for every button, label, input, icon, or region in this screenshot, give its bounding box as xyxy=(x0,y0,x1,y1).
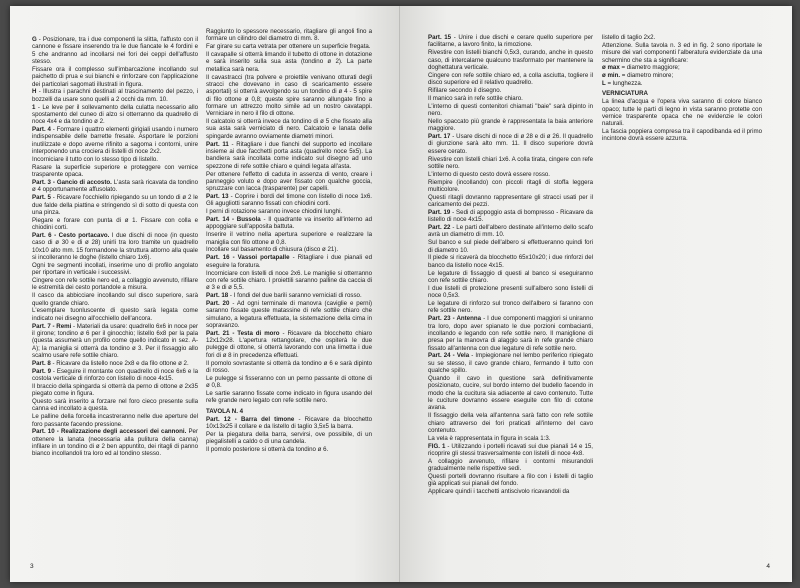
paragraph-text: Il braccio della spingarda si otterrà da perno di ottone ø 2x35 piegato come in figura. xyxy=(32,382,198,398)
paragraph xyxy=(32,262,198,277)
page-number-left: 3 xyxy=(30,563,34,570)
paragraph-text: Il casco da abbicciare incollando sul disco superiore, sarà quello grande chiaro. xyxy=(32,292,198,307)
paragraph xyxy=(32,36,198,65)
paragraph xyxy=(206,270,372,292)
paragraph xyxy=(206,390,372,405)
paragraph-label: Part. 23 - Antenna xyxy=(428,315,482,323)
paragraph-text: - Ritagliare i due fianchi del supporto ed incollare insieme ai due facchetti porta asta (quadrello noce 5x5). La bandiera sarà incollata come indicato sul disegno ad uno spezzone di refe sottile chiaro e quindi legata all'asta. xyxy=(206,140,372,170)
paragraph-text: Le palline della forcella incastreranno nelle due aperture del foro passante facendo pressione. xyxy=(32,413,198,428)
paragraph xyxy=(602,128,762,143)
paragraph xyxy=(32,104,198,126)
paragraph-text: La fascia poppiera compresa tra il capodibanda ed il primo incintone dovrà essere azzurra. xyxy=(602,128,762,143)
paragraph-text: L'esemplare tuonluscente di questo sarà legata come indicato nei disegno all'occhiello dell'ancora. xyxy=(32,307,198,322)
paragraph xyxy=(428,488,593,495)
paragraph-text: - Illustra i parachni destinati al trascinamento del pezzo, i bozzelli da usare sono quelli a 2 occhi da mm. 10. xyxy=(32,88,198,103)
paragraph-label: Part. 19 xyxy=(428,208,451,216)
paragraph xyxy=(32,398,198,413)
paragraph-text: Incorniciare il tutto con lo stesso tipo di listello. xyxy=(32,156,158,163)
paragraph-text: - Eseguire il montante con quadrello di noce 6x6 e la costola verticale di rinforzo con listello di noce 4x15. xyxy=(32,367,198,382)
left-page-column-2 xyxy=(206,28,372,454)
paragraph-text: - Ricavare da blocchetto chiaro 12x12x28. L'apertura rettangolare, che ospiterà le due pulegge di ottone, si otterrà lavorando con una limetta i due fori di ø 8 in precedenza effettuati. xyxy=(206,329,372,359)
paragraph xyxy=(32,383,198,398)
section-heading xyxy=(206,408,372,415)
paragraph-text: Rivestire con listelli chiari 1x6. A colla tirata, cingere con refe sottile nero. xyxy=(428,155,593,170)
paragraph-text: Il piede si ricaverà da blocchetto 65x10x20; i due rinforzi del banco da listello noce 4x15. xyxy=(428,254,593,269)
paragraph-text: Questi ritagli dovranno rappresentare gli stracci usati per il caricamento dei pezzi. xyxy=(428,193,593,209)
paragraph-label: Part. 20 xyxy=(206,299,230,307)
paragraph-text: L'asta sarà ricavata da tondino ø 4 opportunamente affusolato. xyxy=(32,179,198,194)
paragraph xyxy=(206,118,372,140)
paragraph-label: H xyxy=(32,88,37,96)
paragraph-text: Piegare e forare con punta di ø 1. Fissare con colla e chiodini corti. xyxy=(32,216,198,232)
paragraph-text: - Le leve per il sollevamento della culatta necessario allo spostamento del cuneo di alzo si otterranno da quadrello di noce 4x4 e da tondino ø 2. xyxy=(32,103,198,126)
paragraph-label: Part. 5 xyxy=(32,194,51,202)
booklet-spread xyxy=(10,6,792,582)
paragraph-text: Ogni tre segmenti incollati, inserirne uno di profilo angolato per riportare in verticale i successivi. xyxy=(32,261,198,277)
paragraph xyxy=(32,164,198,179)
paragraph-text: L'interno di questo cesto dovrà essere rosso. xyxy=(428,170,551,178)
paragraph xyxy=(206,193,372,208)
paragraph-label: Part. 3 - Gancio di accosto. xyxy=(32,179,112,187)
paragraph-text: La linea d'acqua e l'opera viva saranno di colore bianco opaco; tutte le parti di legno in vista saranno protette con vernice trasparente opaca che ne evidenzie le colori naturali. xyxy=(602,98,762,128)
paragraph xyxy=(428,300,593,315)
paragraph xyxy=(602,34,762,41)
paragraph xyxy=(602,42,762,64)
page-number-right: 4 xyxy=(766,563,770,570)
paragraph-text: - Usare dischi di noce di ø 28 e di ø 26. Il quadrello di giunzione sarà alto mm. 11. Il disco superiore dovrà essere cerato. xyxy=(428,132,593,155)
paragraph-text: - Ad ogni terminale di manovra (caviglie e perni) saranno fissate queste matassine di refe sottile chiaro che simulano, a legatura effettuata, la sistemazione della cima in sopravanzo. xyxy=(206,299,372,329)
paragraph xyxy=(206,246,372,253)
paragraph-text: - Impiegionare nel lembo periferico ripiegato su se stesso, il cavo grande chiaro, fermando il tutto con qualche spillo. xyxy=(428,352,593,375)
paragraph-label: Part. 10 - Realizzazione degli accessori dei cannoni. xyxy=(32,428,187,436)
paragraph xyxy=(32,368,198,383)
paragraph xyxy=(428,473,593,488)
paragraph-label: Part. 6 - Cesto portacavo. xyxy=(32,231,110,239)
paragraph-text: Inserire il vetrino nella apertura superiore e realizzare la maniglia con filo ottone ø 0,8. xyxy=(206,231,372,246)
paragraph-text: Il fissaggio della vela all'antenna sarà fatto con refe sottile chiaro attraverso dei fori praticati all'interno del cavo contenuto. xyxy=(428,412,593,434)
paragraph xyxy=(428,435,593,442)
left-page-column-1 xyxy=(32,36,198,458)
paragraph xyxy=(206,446,372,453)
paragraph-label: Part. 22 xyxy=(428,224,451,232)
paragraph xyxy=(206,431,372,446)
paragraph-text: - Utilizzando i portelli ricavati sui due pianali 14 e 15, ricoprire gli stessi trasversalmente con listelli di noce 4x8. xyxy=(428,442,593,457)
paragraph xyxy=(428,254,593,269)
paragraph-text: - Ritagliare i due pianali ed eseguire la foratura. xyxy=(206,254,372,269)
paragraph xyxy=(206,28,372,43)
paragraph xyxy=(428,179,593,194)
paragraph-text: Il cavastracci (tra polvere e proiettile venivano otturati degli stracci che dovevano in caso di scaricamento essere asportati) si otterrà avvolgendo su un tondino di ø 4 - 5 spire di filo ottone ø 0,8; queste spire saranno allungate fino a formare un attrezzo molto simile ad un nostro cavatappi. Verniciare in nero il filo di ottone. xyxy=(206,73,372,118)
paragraph xyxy=(428,412,593,434)
paragraph-text: - Formare i quattro elementi girigiali usando i numero indispensabile delle barrette fresate. Asportare le porzioni inutilizzate e dopo averne rifinito a sagoma i contorni, unire interponendo una crociera di listelli di noce 2x2. xyxy=(32,126,198,156)
paragraph-label: Part. 24 - Vela xyxy=(428,352,470,360)
paragraph-text: Fissare ora il complesso sull'imbarcazione incollando sul paichetto di prua e sui bianchi e rinforzare con l'applicazione dei particolari sagomati illustrati in figura. xyxy=(32,65,198,88)
paragraph-text: Le legature di fissaggio di questi al banco si eseguiranno con refe sottile chiaro. xyxy=(428,269,593,284)
paragraph-text: Nello spaccato più grande è rappresentata la baia anteriore maggiore. xyxy=(428,117,593,133)
paragraph-text: - Unire i due dischi e cerare quello superiore per facilitarne, a lavoro finito, la rimozione. xyxy=(428,34,593,49)
paragraph-text: Incorniciare con listelli di noce 2x6. Le maniglie si otterranno con refe sottile chiaro. I proiettili saranno palline da caccia di ø 3 e di ø 5,5. xyxy=(206,269,372,292)
paragraph-label: Part. 21 - Testa di moro xyxy=(206,329,280,337)
paragraph xyxy=(206,51,372,73)
paragraph xyxy=(428,352,593,374)
paragraph xyxy=(428,87,593,94)
paragraph-label: Part. 7 - Remi xyxy=(32,322,72,330)
paragraph xyxy=(428,72,593,87)
paragraph xyxy=(206,375,372,390)
paragraph xyxy=(32,232,198,261)
section-heading xyxy=(602,90,762,97)
paragraph-text: Il calcatoio si otterrà invece da tondino di ø 5 che fissato alla sua asta sarà verniciato di nero. Calcatoio e lanata delle spingarde avranno ovviamente diametri minori. xyxy=(206,118,372,140)
paragraph-label: Part. 8 xyxy=(32,359,51,367)
paragraph xyxy=(428,194,593,209)
paragraph-text: Incollare sul basamento di chiusura (disco ø 21). xyxy=(206,246,339,254)
paragraph-text: Applicare quindi i tacchetti antiscivolo ricavandoli da xyxy=(428,488,570,496)
right-page xyxy=(400,6,792,582)
paragraph xyxy=(206,416,372,431)
paragraph-label: G xyxy=(32,36,37,43)
paragraph-text: Attenzione. Sulla tavola n. 3 ed in fig. 2 sono riportate le misure dei vari componenti l'alberatura evidenziate da una schermino che sta a significare: xyxy=(602,41,762,64)
paragraph xyxy=(428,95,593,102)
paragraph-text: Questo sarà inserito a forzare nel foro cieco presente sulla canna ed incollato a questa. xyxy=(32,398,198,413)
paragraph xyxy=(32,292,198,307)
paragraph xyxy=(206,141,372,170)
paragraph xyxy=(428,49,593,71)
paragraph xyxy=(602,72,762,79)
paragraph-label: ø max xyxy=(602,64,620,72)
paragraph-label: L xyxy=(602,80,606,88)
paragraph xyxy=(206,171,372,193)
paragraph-label: Part. 4 xyxy=(32,126,51,134)
paragraph-text: Per la piegatura della barra, servirsi, ove possibile, di un piegalistelli a caldo o di una candela. xyxy=(206,430,372,446)
paragraph xyxy=(602,64,762,71)
paragraph-text: Rifilare secondo il disegno. xyxy=(428,86,502,94)
paragraph-text: - Il quadrante va inserito all'interno ad appoggiare sull'apposita battuta. xyxy=(206,216,372,231)
paragraph xyxy=(428,34,593,49)
paragraph xyxy=(428,133,593,155)
paragraph xyxy=(428,118,593,133)
paragraph-text: Rasare la superficie superiore e proteggere con vernice trasparente opaca. xyxy=(32,163,198,179)
paragraph-label: TAVOLA N. 4 xyxy=(206,407,244,415)
paragraph xyxy=(428,224,593,239)
paragraph-text: Sul banco e sul piede dell'albero si effettueranno quindi fori di diametro 10. xyxy=(428,239,593,254)
paragraph xyxy=(32,194,198,216)
paragraph-label: Part. 17 xyxy=(428,132,451,140)
paragraph xyxy=(32,360,198,367)
paragraph xyxy=(602,98,762,127)
paragraph-text: Le sartie saranno fissate come indicato in figura usando del refe grande nero legato con refe sottile nero. xyxy=(206,390,372,405)
paragraph-text: Le pulegge si fisseranno con un perno passante di ottone di ø 0,8. xyxy=(206,374,372,390)
paragraph-text: = lunghezza. xyxy=(605,80,643,88)
paragraph-text: La vela è rappresentata in figura in scala 1:3. xyxy=(428,434,551,442)
paragraph-label: Part. 14 - Bussola xyxy=(206,216,261,224)
paragraph-text: Riempire (incollando) con piccoli ritagli di stoffa leggera multicolore. xyxy=(428,178,593,193)
paragraph xyxy=(428,315,593,352)
paragraph xyxy=(428,285,593,300)
paragraph xyxy=(428,103,593,118)
paragraph-label: Part. 15 xyxy=(428,34,452,41)
paragraph-label: FIG. 1 xyxy=(428,442,446,450)
paragraph xyxy=(428,171,593,178)
paragraph xyxy=(32,217,198,232)
right-page-column-1 xyxy=(428,34,593,496)
paragraph-text: I perni di rotazione saranno invece chiodini lunghi. xyxy=(206,208,343,216)
paragraph xyxy=(206,330,372,359)
paragraph xyxy=(206,300,372,329)
paragraph-text: - Coprire i bordi del timone con listello di noce 1x6. Gli agugliotti saranno fissati con chiodini corti. xyxy=(206,193,372,208)
paragraph-label: ø min. xyxy=(602,72,621,80)
paragraph-text: Cingere con refe sottile nero ed, a collaggio avvenuto, rifilare le estremità dei cesto portandole a misura. xyxy=(32,277,198,292)
paragraph xyxy=(206,360,372,375)
paragraph-text: Per ottenere la lanata (necessaria alla pulitura della canna) infilare in un tondino di ø 2 ben appuntito, dei ritagli di panno bianco incollandoli tra loro ed al tondino stesso. xyxy=(32,428,199,458)
paragraph-text: Far girare su carta vetrata per ottenere un superficie fregata. xyxy=(206,43,371,51)
paragraph-text: I due listelli di protezione presenti sull'albero sono listelli di noce 0,5x3. xyxy=(428,284,593,300)
paragraph xyxy=(206,292,372,299)
paragraph-text: - Le parti dell'albero destinate all'interno dello scafo avrà un diametro di mm. 10. xyxy=(428,224,593,239)
paragraph-text: - I due componenti maggiori si uniranno tra loro, dopo aver spianato le due porzioni combacianti, incollando e legando con refe sottile nero. Il maniglione di presa per la manovra di alaggio sarà in refe grande chiaro fissato all'antenna con due legature di refe sottile nero. xyxy=(428,315,593,352)
paragraph-text: - Sedi di appoggio asta di bompresso - Ricavare da listello di noce 4x15. xyxy=(428,208,593,224)
paragraph-text: Raggiunto lo spessore necessario, ritagliare gli angoli fino a formare un cilindro del diametro di mm. 8. xyxy=(206,28,372,43)
paragraph xyxy=(206,74,372,118)
paragraph xyxy=(32,126,198,155)
paragraph-text: A collaggio avvenuto, rifilare i contorni misurandoli gradualmente nelle rispettive sedi. xyxy=(428,457,593,473)
paragraph xyxy=(32,277,198,292)
paragraph-label: Part. 12 - Barra del timone xyxy=(206,415,295,423)
paragraph-label: Part. 13 xyxy=(206,193,229,201)
paragraph-text: = diametro maggiore; xyxy=(619,64,680,72)
paragraph-text: - Posizionare, tra i due componenti la slitta, l'affusto con il cannone e fissare inserendo tra le due fiancate le 4 fordini e 5 che andranno ad incollarsi nei fori dei ceppi dell'affusto stesso. xyxy=(32,36,198,66)
paragraph xyxy=(206,43,372,50)
paragraph xyxy=(428,239,593,254)
paragraph-label: Part. 16 - Vassoi portapalle xyxy=(206,254,290,262)
paragraph xyxy=(428,458,593,473)
paragraph-text: Il pomolo posteriore si otterrà da tondino ø 6. xyxy=(206,445,329,453)
paragraph xyxy=(32,156,198,163)
paragraph-label: Part. 9 xyxy=(32,367,51,375)
paragraph-label: Part. 11 xyxy=(206,140,229,148)
paragraph xyxy=(602,80,762,87)
paragraph xyxy=(428,443,593,458)
paragraph xyxy=(428,156,593,171)
right-page-column-2 xyxy=(602,34,762,143)
paragraph-text: Per ottenere l'effetto di caduta in assenza di vento, creare i panneggio voluto e dopo aver fissato con qualche goccia, spruzzare con lacca (trasparente) per capelli. xyxy=(206,170,372,193)
paragraph-text: L'interno di questi contenitori chiamati "baie" sarà dipinto in nero. xyxy=(428,102,593,117)
paragraph-text: Le legature di rinforzo sul tronco dell'albero si faranno con refe sottile nero. xyxy=(428,300,593,315)
paragraph xyxy=(32,307,198,322)
paragraph xyxy=(32,88,198,103)
paragraph xyxy=(32,179,198,194)
paragraph-text: Rivestire con listelli bianchi 0,5x3, curando, anche in questo caso, di intercalarne qualcuno trasformato per mantenere la doghettatura verticale. xyxy=(428,49,593,71)
paragraph xyxy=(206,254,372,269)
paragraph-text: - Ricavare da blocchetto 10x13x25 il collare e da listello di taglio 3,5x5 la barra. xyxy=(206,415,372,430)
paragraph-text: - Materiali da usare: quadrello 6x6 in noce per il girone; tondino ø 6 per il ginocchio; listello 6x8 per la pala (questa assumerà un profilo come quello indicato in sez. A-A); la maniglia si otterrà da tondino ø 3. Per il fissaggio allo scalmo usare refe sottile chiaro. xyxy=(32,322,198,359)
paragraph xyxy=(32,323,198,360)
paragraph-label: VERNICIATURA xyxy=(602,90,648,98)
paragraph xyxy=(32,413,198,428)
paragraph-text: - Ricavare da listello noce 2x8 e da filo ottone ø 2. xyxy=(50,359,189,367)
paragraph-label: Part. 18 xyxy=(206,292,229,300)
paragraph-text: Quando il cavo in questione sarà definitivamente posizionato, cucire, sul bordo interno del budello facendo in modo che la cucitura sia adiacente al cavo contenuto. Tutte le cuciture dovranno essere eseguite con filo di cotone avana. xyxy=(428,374,593,412)
paragraph-text: Il pomolo sovrastante si otterrà da tondino ø 6 e sarà dipinto di rosso. xyxy=(206,359,372,374)
paragraph-text: listello di taglio 2x2. xyxy=(602,34,656,41)
paragraph xyxy=(206,216,372,231)
paragraph-label: 1 xyxy=(32,103,36,111)
paragraph-text: Il manico sarà in refe sottile chiaro. xyxy=(428,94,523,102)
paragraph-text: - I fondi del due barili saranno verniciati di rosso. xyxy=(228,292,362,300)
paragraph-text: Cingere con refe sottile chiaro ed, a colla asciutta, togliere il disco superiore ed il relativo quadrello. xyxy=(428,71,593,87)
paragraph-text: Il cavapalle si otterrà limando il tubetto di ottone in dotazione e sarà inserito sulla sua asta (tondino ø 2). La parte metallica sarà nera. xyxy=(206,51,372,73)
paragraph xyxy=(206,231,372,246)
paragraph xyxy=(428,270,593,285)
paragraph-text: Questi portelli dovranno risultare a filo con i listelli di taglio già applicati sui pianali del fondo. xyxy=(428,472,593,488)
paragraph xyxy=(32,428,198,457)
paragraph-text: = diametro minore; xyxy=(620,72,674,80)
paragraph-text: I due dischi di noce (in questo caso di ø 30 e di ø 28) unirli tra loro tramite un quadrello 10x10 alto mm. 15 formandone la struttura attorno alla quale si incolleranno le doghe (listello chiaro 1x6). xyxy=(32,231,198,261)
paragraph xyxy=(32,66,198,88)
paragraph xyxy=(428,209,593,224)
paragraph xyxy=(206,208,372,215)
left-page xyxy=(10,6,400,582)
paragraph-text: - Ricavare l'occhiello ripiegando su un tondo di ø 2 le due falde della piattina e stringendo sì di sotto di questa con una pinza. xyxy=(32,194,198,216)
paragraph xyxy=(428,375,593,412)
